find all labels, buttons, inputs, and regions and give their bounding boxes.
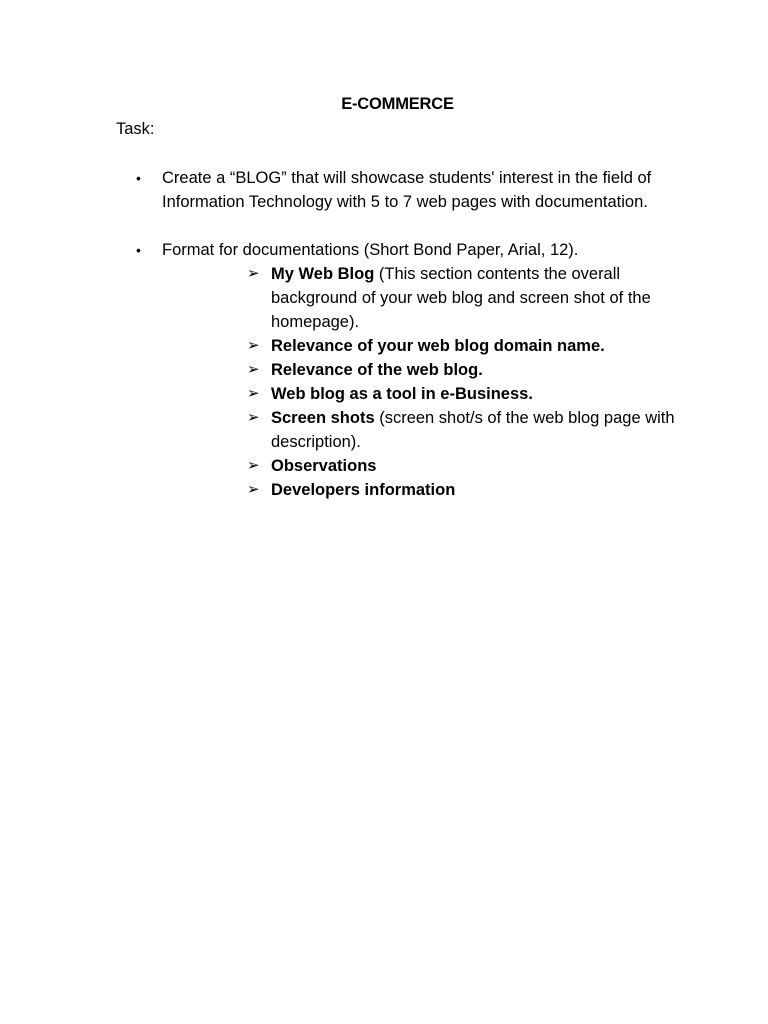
sub-item-blog-relevance bbox=[247, 358, 687, 382]
arrow-bullet-icon: ➢ bbox=[247, 265, 260, 282]
arrow-bullet-icon: ➢ bbox=[247, 457, 260, 474]
sub-item-desc: (screen shot/s of the web blog page with description). bbox=[271, 409, 675, 451]
document-title: E-COMMERCE bbox=[341, 95, 454, 113]
arrow-bullet-icon: ➢ bbox=[247, 481, 260, 498]
sub-item-bold: Observations bbox=[271, 457, 377, 475]
sub-item-ebusiness-tool bbox=[247, 382, 687, 406]
task-label: Task: bbox=[116, 120, 155, 138]
sub-item-bold: Relevance of your web blog domain name. bbox=[271, 337, 605, 355]
arrow-bullet-icon: ➢ bbox=[247, 385, 260, 402]
arrow-bullet-icon: ➢ bbox=[247, 361, 260, 378]
sub-item-bold: Web blog as a tool in e-Business. bbox=[271, 385, 533, 403]
bullet-text: Format for documentations (Short Bond Paper, Arial, 12). bbox=[162, 241, 579, 259]
sub-item-desc: (This section contents the overall background of your web blog and screen shot of the homepage). bbox=[271, 265, 651, 331]
bullet-dot-icon: • bbox=[136, 170, 141, 186]
sub-item-bold: Screen shots bbox=[271, 409, 375, 427]
bullet-item-format bbox=[136, 238, 696, 262]
format-sub-list bbox=[247, 262, 687, 502]
sub-item-bold: Developers information bbox=[271, 481, 456, 499]
sub-item-observations bbox=[247, 454, 687, 478]
sub-item-bold: Relevance of the web blog. bbox=[271, 361, 483, 379]
bullet-item-blog bbox=[136, 166, 696, 214]
sub-item-domain-relevance bbox=[247, 334, 687, 358]
arrow-bullet-icon: ➢ bbox=[247, 337, 260, 354]
arrow-bullet-icon: ➢ bbox=[247, 409, 260, 426]
sub-item-screen-shots bbox=[247, 406, 687, 454]
bullet-text: Create a “BLOG” that will showcase students' interest in the field of Information Technology with 5 to 7 web pages with documentation. bbox=[162, 169, 652, 211]
bullet-dot-icon: • bbox=[136, 242, 141, 258]
sub-item-my-web-blog bbox=[247, 262, 687, 334]
sub-item-developers-info bbox=[247, 478, 687, 502]
sub-item-bold: My Web Blog bbox=[271, 265, 375, 283]
